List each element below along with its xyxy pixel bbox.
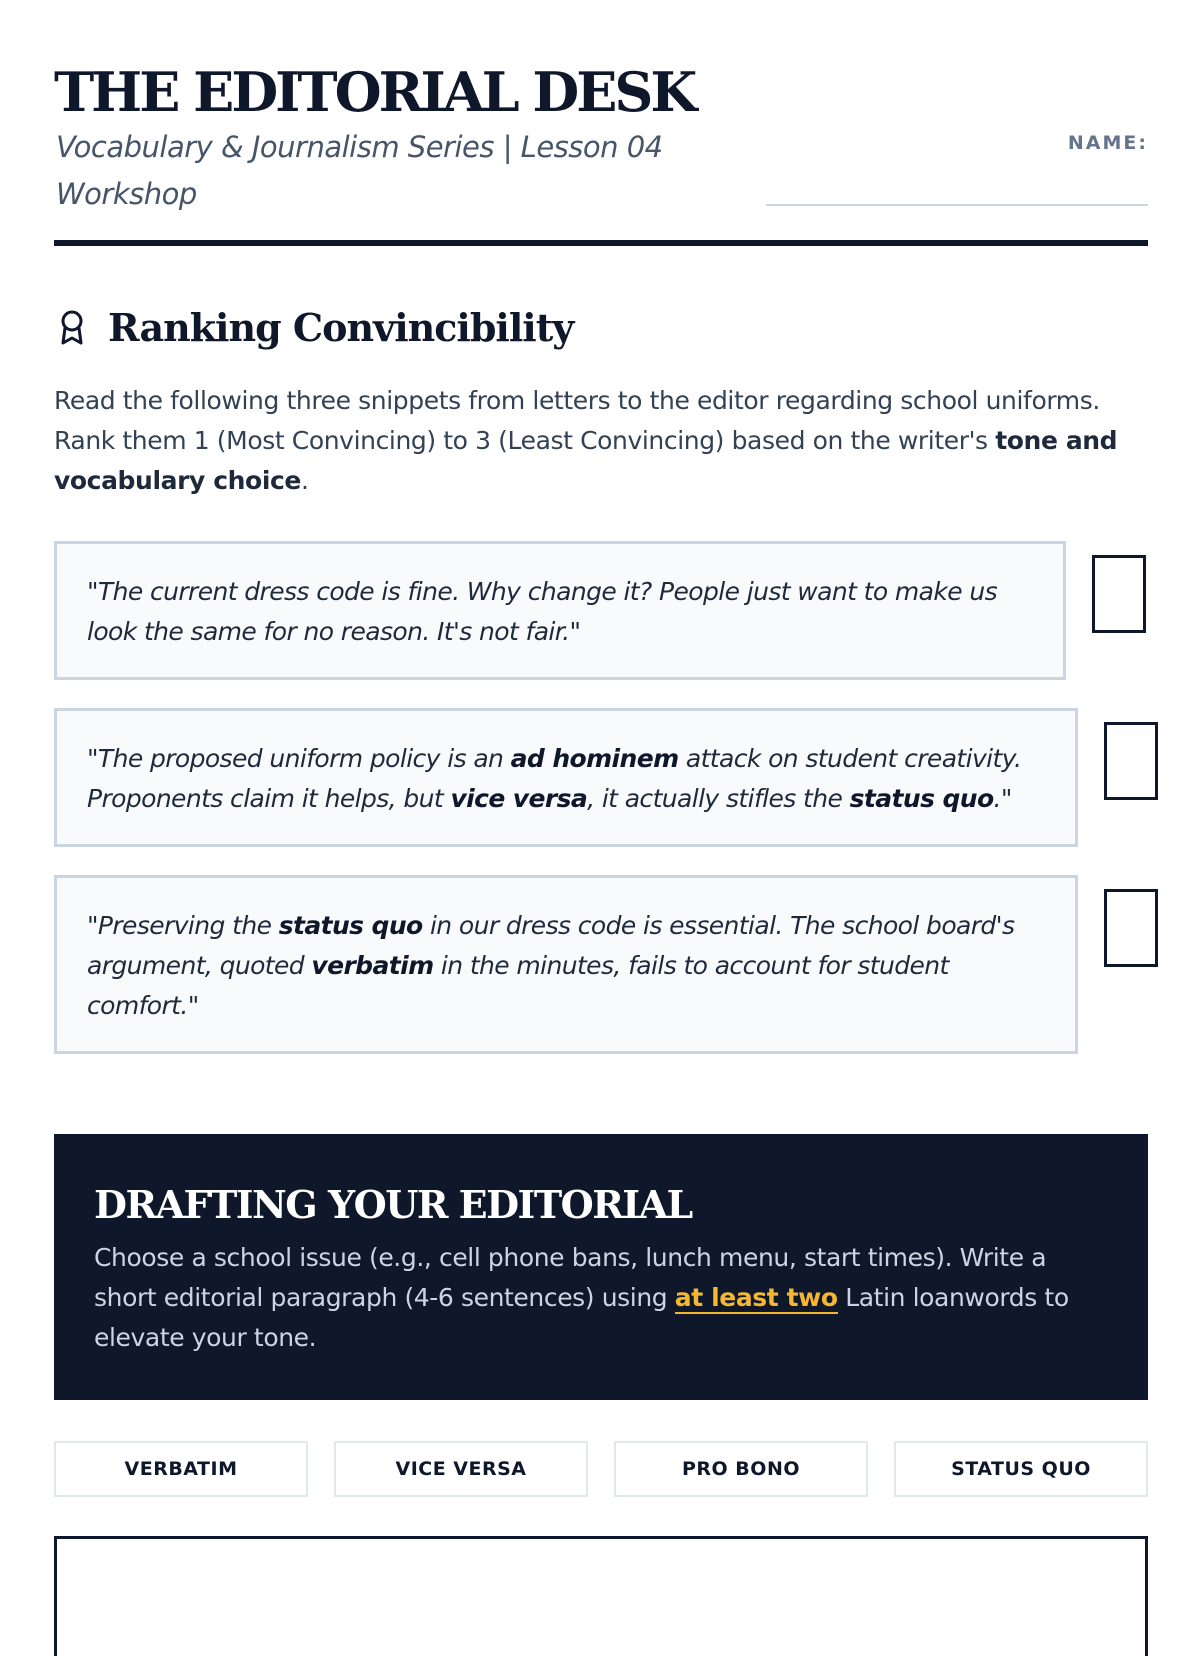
instructions-end: . [300, 466, 309, 495]
snippet-part: "The proposed uniform policy is an [87, 744, 511, 773]
snippet-part: ." [993, 784, 1012, 813]
name-input-line[interactable] [766, 204, 1148, 206]
snippet-part: , it actually stifles the [587, 784, 850, 813]
page-header [54, 0, 1148, 248]
snippet-text [87, 906, 1045, 1026]
header-divider [54, 240, 1148, 246]
award-ribbon-icon [58, 310, 86, 346]
instructions-text: Read the following three snippets from letters to the editor regarding school uniforms. Rank them 1 (Most Convincing) to 3 (Least Convincing) based on the writer's [54, 386, 1100, 455]
ranking-instructions [54, 381, 1154, 501]
letter-snippet-1 [54, 541, 1066, 680]
drafting-panel [54, 1134, 1148, 1400]
loanword-highlight: ad hominem [510, 744, 679, 773]
rank-box-3[interactable] [1104, 889, 1158, 967]
letter-snippet-2 [54, 708, 1078, 847]
drafting-text-end: Latin loanwords to elevate your tone. [94, 1283, 1069, 1352]
snippet-part: "The current dress code is fine. Why change it? People just want to make us look the same for no reason. It's not fair." [87, 577, 998, 646]
ranking-section-title: Ranking Convincibility [108, 305, 574, 350]
page-title: THE EDITORIAL DESK [54, 60, 695, 124]
loanword-highlight: verbatim [311, 951, 434, 980]
name-label: NAME: [1067, 132, 1148, 154]
snippet-text [87, 572, 1033, 652]
word-chip-verbatim[interactable]: VERBATIM [54, 1441, 308, 1497]
drafting-highlight: at least two [674, 1283, 838, 1312]
snippet-part: in the minutes, fails to account for student comfort." [87, 951, 949, 1020]
instructions-emphasis: tone and vocabulary choice [54, 426, 1118, 495]
snippet-text [87, 739, 1045, 819]
drafting-title: DRAFTING YOUR EDITORIAL [94, 1182, 692, 1227]
word-chip-vice-versa[interactable]: VICE VERSA [334, 1441, 588, 1497]
loanword-highlight: status quo [849, 784, 994, 813]
word-chip-status-quo[interactable]: STATUS QUO [894, 1441, 1148, 1497]
snippet-part: attack on student creativity. Proponents claim it helps, but [87, 744, 1022, 813]
drafting-instructions [94, 1238, 1108, 1358]
rank-box-2[interactable] [1104, 722, 1158, 800]
drafting-text: Choose a school issue (e.g., cell phone bans, lunch menu, start times). Write a short editorial paragraph (4-6 sentences) using [94, 1243, 1047, 1312]
loanword-highlight: status quo [278, 911, 423, 940]
loanword-highlight: vice versa [450, 784, 588, 813]
snippet-part: "Preserving the [87, 911, 279, 940]
editorial-writing-area[interactable] [54, 1536, 1148, 1656]
word-chip-pro-bono[interactable]: PRO BONO [614, 1441, 868, 1497]
word-bank [54, 1441, 1148, 1497]
page-subtitle: Vocabulary & Journalism Series | Lesson 04 Workshop [56, 130, 663, 211]
rank-box-1[interactable] [1092, 555, 1146, 633]
letter-snippet-3 [54, 875, 1078, 1054]
snippet-part: in our dress code is essential. The school board's argument, quoted [87, 911, 1015, 980]
